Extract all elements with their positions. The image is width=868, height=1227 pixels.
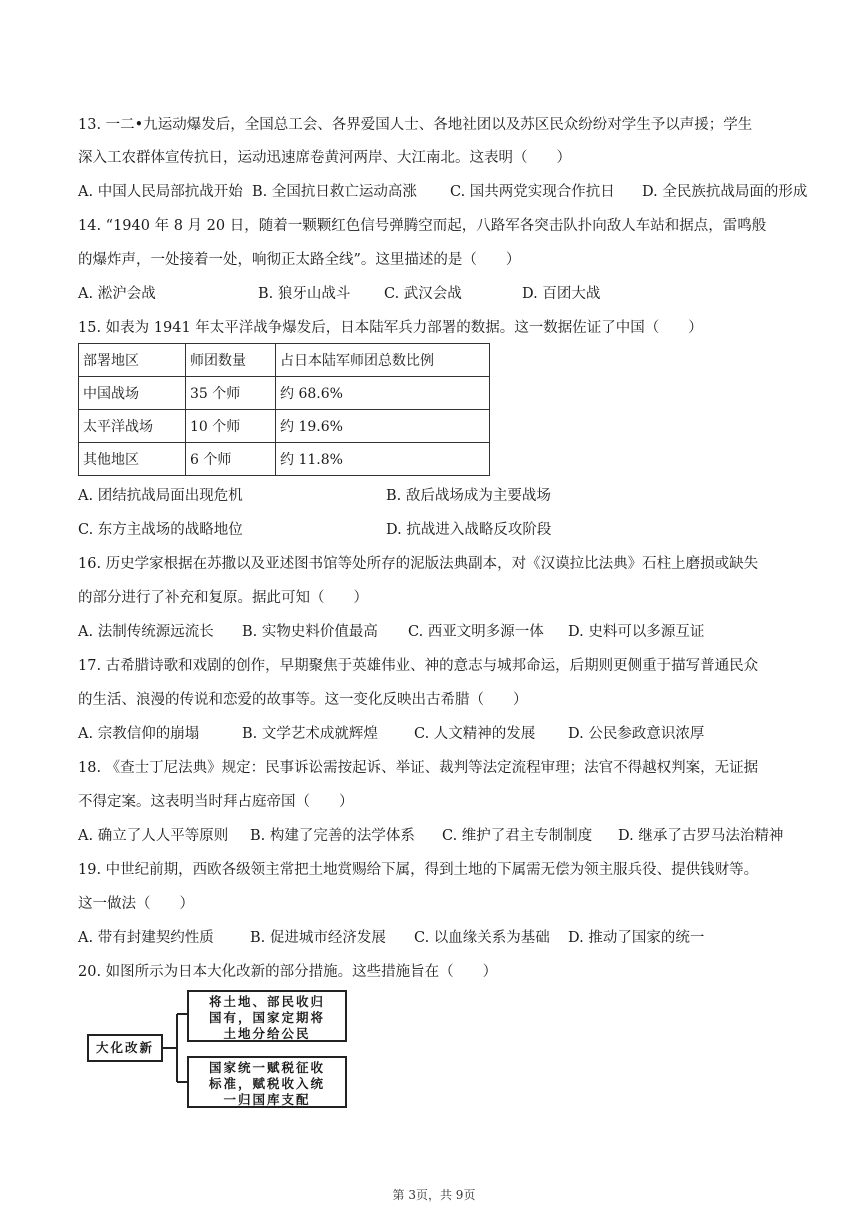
table-row bbox=[79, 443, 490, 476]
q15-deployment-table bbox=[78, 343, 490, 476]
q19-option-a[interactable]: A. 带有封建契约性质 bbox=[78, 930, 214, 946]
table-header-cell: 占日本陆军师团总数比例 bbox=[276, 344, 490, 377]
branch-tax-line-2: 标准，赋税收入统 bbox=[208, 1076, 325, 1091]
q14-options bbox=[78, 283, 818, 305]
q17-option-a[interactable]: A. 宗教信仰的崩塌 bbox=[78, 726, 200, 742]
branch-tax-line-3: 一归国库支配 bbox=[223, 1092, 311, 1107]
q20-stem-line-1: 20. 如图所示为日本大化改新的部分措施。这些措施旨在（ ） bbox=[78, 964, 498, 980]
q20-taika-reform-diagram bbox=[85, 990, 365, 1120]
q15-option-c[interactable]: C. 东方主战场的战略地位 bbox=[78, 522, 243, 538]
q18-stem-line-2: 不得定案。这表明当时拜占庭帝国（ ） bbox=[78, 794, 354, 810]
q14-option-a[interactable]: A. 淞沪会战 bbox=[78, 286, 156, 302]
q16-option-b[interactable]: B. 实物史料价值最高 bbox=[242, 624, 378, 640]
q17-option-d[interactable]: D. 公民参政意识浓厚 bbox=[568, 726, 705, 742]
table-header-cell: 师团数量 bbox=[186, 344, 276, 377]
q17-stem-line-2: 的生活、浪漫的传说和恋爱的故事等。这一变化反映出古希腊（ ） bbox=[78, 692, 528, 708]
table-cell: 35 个师 bbox=[186, 377, 276, 410]
branch-land-line-1: 将土地、部民收归 bbox=[208, 994, 325, 1009]
q16-stem-line-1: 16. 历史学家根据在苏撒以及亚述图书馆等处所存的泥版法典副本，对《汉谟拉比法典》石柱上磨损或缺失 bbox=[78, 556, 759, 572]
q17-option-b[interactable]: B. 文学艺术成就辉煌 bbox=[242, 726, 378, 742]
q13-option-c[interactable]: C. 国共两党实现合作抗日 bbox=[450, 184, 615, 200]
q18-stem-line-1: 18. 《查士丁尼法典》规定：民事诉讼需按起诉、举证、裁判等法定流程审理；法官不得越权判案，无证据 bbox=[78, 760, 759, 776]
table-cell: 6 个师 bbox=[186, 443, 276, 476]
q18-option-c[interactable]: C. 维护了君主专制制度 bbox=[442, 828, 593, 844]
table-header-cell: 部署地区 bbox=[79, 344, 186, 377]
table-header-row bbox=[79, 344, 490, 377]
q19-option-d[interactable]: D. 推动了国家的统一 bbox=[568, 930, 705, 946]
q15-options-row-1 bbox=[78, 485, 818, 507]
diagram-branch-box-tax bbox=[187, 1056, 347, 1108]
q15-option-a[interactable]: A. 团结抗战局面出现危机 bbox=[78, 488, 243, 504]
q15-stem-line-1: 15. 如表为 1941 年太平洋战争爆发后，日本陆军兵力部署的数据。这一数据佐证了中国（ ） bbox=[78, 320, 703, 336]
q18-option-d[interactable]: D. 继承了古罗马法治精神 bbox=[618, 828, 784, 844]
q18-options bbox=[78, 825, 818, 847]
branch-land-line-3: 土地分给公民 bbox=[223, 1026, 311, 1041]
q15-options-row-2 bbox=[78, 519, 818, 541]
q14-option-d[interactable]: D. 百团大战 bbox=[522, 286, 601, 302]
q14-stem-line-2: 的爆炸声，一处接着一处，响彻正太路全线”。这里描述的是（ ） bbox=[78, 252, 521, 268]
diagram-branch-box-land bbox=[187, 990, 347, 1042]
table-cell: 其他地区 bbox=[79, 443, 186, 476]
q13-options bbox=[78, 181, 818, 203]
q16-option-d[interactable]: D. 史料可以多源互证 bbox=[568, 624, 705, 640]
q15-option-d[interactable]: D. 抗战进入战略反攻阶段 bbox=[386, 522, 552, 538]
branch-land-line-2: 国有，国家定期将 bbox=[208, 1010, 325, 1025]
diagram-root-box: 大化改新 bbox=[87, 1034, 163, 1062]
q19-stem-line-1: 19. 中世纪前期，西欧各级领主常把土地赏赐给下属，得到土地的下属需无偿为领主服兵役、提供钱财等。 bbox=[78, 862, 759, 878]
q14-stem-line-1: 14. “1940 年 8 月 20 日，随着一颗颗红色信号弹腾空而起，八路军各突击队扑向敌人车站和据点，雷鸣般 bbox=[78, 218, 767, 234]
q14-option-b[interactable]: B. 狼牙山战斗 bbox=[258, 286, 351, 302]
q17-options bbox=[78, 723, 818, 745]
table-row bbox=[79, 377, 490, 410]
table-row bbox=[79, 410, 490, 443]
table-cell: 10 个师 bbox=[186, 410, 276, 443]
table-cell: 约 11.8% bbox=[276, 443, 490, 476]
q17-stem-line-1: 17. 古希腊诗歌和戏剧的创作，早期聚焦于英雄伟业、神的意志与城邦命运，后期则更侧重于描写普通民众 bbox=[78, 658, 759, 674]
q19-option-b[interactable]: B. 促进城市经济发展 bbox=[250, 930, 386, 946]
q13-option-b[interactable]: B. 全国抗日救亡运动高涨 bbox=[252, 184, 417, 200]
q13-stem-line-1: 13. 一二•九运动爆发后，全国总工会、各界爱国人士、各地社团以及苏区民众纷纷对学生予以声援；学生 bbox=[78, 117, 753, 133]
q13-option-d[interactable]: D. 全民族抗战局面的形成 bbox=[642, 184, 808, 200]
q17-option-c[interactable]: C. 人文精神的发展 bbox=[414, 726, 536, 742]
q16-options bbox=[78, 621, 818, 643]
branch-tax-line-1: 国家统一赋税征收 bbox=[208, 1060, 325, 1075]
table-cell: 太平洋战场 bbox=[79, 410, 186, 443]
table-cell: 约 19.6% bbox=[276, 410, 490, 443]
q18-option-b[interactable]: B. 构建了完善的法学体系 bbox=[250, 828, 415, 844]
q19-options bbox=[78, 927, 818, 949]
q19-stem-line-2: 这一做法（ ） bbox=[78, 896, 194, 912]
table-cell: 约 68.6% bbox=[276, 377, 490, 410]
page-footer: 第 3页，共 9页 bbox=[392, 1188, 476, 1202]
q13-stem-line-2: 深入工农群体宣传抗日，运动迅速席卷黄河两岸、大江南北。这表明（ ） bbox=[78, 150, 571, 166]
q16-option-c[interactable]: C. 西亚文明多源一体 bbox=[408, 624, 544, 640]
q15-option-b[interactable]: B. 敌后战场成为主要战场 bbox=[386, 488, 551, 504]
table-cell: 中国战场 bbox=[79, 377, 186, 410]
q16-stem-line-2: 的部分进行了补充和复原。据此可知（ ） bbox=[78, 590, 368, 606]
q14-option-c[interactable]: C. 武汉会战 bbox=[384, 286, 462, 302]
q19-option-c[interactable]: C. 以血缘关系为基础 bbox=[414, 930, 550, 946]
q16-option-a[interactable]: A. 法制传统源远流长 bbox=[78, 624, 214, 640]
q18-option-a[interactable]: A. 确立了人人平等原则 bbox=[78, 828, 229, 844]
q13-option-a[interactable]: A. 中国人民局部抗战开始 bbox=[78, 184, 243, 200]
